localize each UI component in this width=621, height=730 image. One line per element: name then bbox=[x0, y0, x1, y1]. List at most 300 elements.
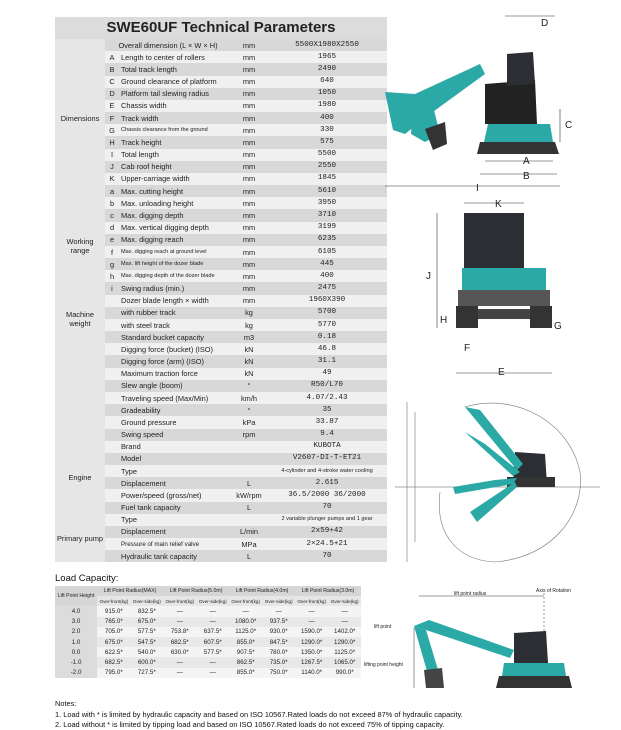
working-range-diagram bbox=[395, 392, 605, 567]
load-value: 1267.5* bbox=[300, 658, 323, 666]
load-height: -2.0 bbox=[55, 668, 97, 678]
load-row bbox=[55, 606, 361, 616]
spec-row bbox=[55, 526, 387, 538]
spec-value: 5500 bbox=[267, 149, 387, 161]
spec-row bbox=[55, 307, 387, 319]
spec-value: 2 variable plunger pumps and 1 gear bbox=[267, 514, 387, 526]
load-value: — bbox=[308, 607, 315, 615]
spec-group bbox=[55, 404, 105, 416]
spec-param: Chassis clearance from the ground bbox=[119, 124, 231, 136]
page-title: SWE60UF Technical Parameters bbox=[55, 17, 387, 39]
spec-param: Maximum traction force bbox=[119, 368, 231, 380]
side-excavator-illustration bbox=[385, 52, 559, 154]
load-value: 1065.0* bbox=[334, 658, 356, 666]
spec-value: 575 bbox=[267, 136, 387, 148]
spec-code bbox=[105, 404, 119, 416]
sub-header: Over-front(kg) bbox=[163, 596, 196, 606]
spec-code bbox=[105, 380, 119, 392]
load-value: 1290.0* bbox=[300, 638, 323, 646]
spec-row bbox=[55, 282, 387, 294]
spec-value: 0.18 bbox=[267, 331, 387, 343]
spec-value: KUBOTA bbox=[267, 441, 387, 453]
spec-value: 1050 bbox=[267, 88, 387, 100]
sub-header: Over-side(kg) bbox=[262, 596, 295, 606]
spec-code: J bbox=[105, 161, 119, 173]
spec-group bbox=[55, 416, 105, 428]
spec-param: Digging force (arm) (ISO) bbox=[119, 355, 231, 367]
spec-group bbox=[55, 392, 105, 404]
spec-row bbox=[55, 149, 387, 161]
spec-unit: mm bbox=[231, 39, 267, 51]
load-value: 622.5* bbox=[104, 648, 123, 656]
spec-group: Machine weight bbox=[55, 307, 105, 331]
spec-group bbox=[55, 368, 105, 380]
spec-unit: mm bbox=[231, 234, 267, 246]
spec-row bbox=[55, 51, 387, 63]
load-value: 727.5* bbox=[137, 669, 156, 677]
spec-value: 4.07/2.43 bbox=[267, 392, 387, 404]
load-value: — bbox=[209, 607, 216, 615]
load-value: 907.5* bbox=[236, 648, 255, 656]
spec-unit: L bbox=[231, 550, 267, 562]
spec-unit: L bbox=[231, 502, 267, 514]
load-value: 682.5* bbox=[104, 658, 123, 666]
load-height: 4.0 bbox=[55, 606, 97, 616]
load-value: 630.0* bbox=[170, 648, 189, 656]
load-row bbox=[55, 647, 361, 657]
spec-unit: kW/rpm bbox=[231, 489, 267, 501]
spec-unit: mm bbox=[231, 161, 267, 173]
spec-value: 2.615 bbox=[267, 477, 387, 489]
spec-row bbox=[55, 39, 387, 51]
spec-value: 9.4 bbox=[267, 429, 387, 441]
label-axis-rotation: Axis of Rotation bbox=[536, 588, 572, 594]
load-row bbox=[55, 657, 361, 667]
spec-value: 2490 bbox=[267, 63, 387, 75]
spec-code: a bbox=[105, 185, 119, 197]
spec-row bbox=[55, 258, 387, 270]
spec-param: Max. cutting height bbox=[119, 185, 231, 197]
load-value: 990.0* bbox=[335, 669, 354, 677]
spec-value: 1965 bbox=[267, 51, 387, 63]
load-height: 0.0 bbox=[55, 647, 97, 657]
spec-param: Slew angle (boom) bbox=[119, 380, 231, 392]
spec-code: g bbox=[105, 258, 119, 270]
load-value: 1290.0* bbox=[334, 638, 356, 646]
spec-row bbox=[55, 550, 387, 562]
spec-value: 2475 bbox=[267, 282, 387, 294]
spec-unit: mm bbox=[231, 185, 267, 197]
load-value: 862.5* bbox=[236, 658, 255, 666]
load-value: 1590.0* bbox=[300, 628, 323, 636]
spec-param: Standard bucket capacity bbox=[119, 331, 231, 343]
spec-unit: mm bbox=[231, 149, 267, 161]
spec-group bbox=[55, 331, 105, 343]
spec-unit bbox=[231, 441, 267, 453]
sub-header: Over-side(kg) bbox=[131, 596, 164, 606]
load-value: 795.0* bbox=[104, 669, 123, 677]
load-row bbox=[55, 627, 361, 637]
load-value: — bbox=[242, 607, 249, 615]
spec-param: Brand bbox=[119, 441, 231, 453]
spec-unit bbox=[231, 514, 267, 526]
spec-unit: kPa bbox=[231, 416, 267, 428]
load-value: 832.5* bbox=[137, 607, 156, 615]
spec-value: 5700 bbox=[267, 307, 387, 319]
spec-code: h bbox=[105, 270, 119, 282]
spec-param: Max. vertical digging depth bbox=[119, 222, 231, 234]
lift-excavator-illustration bbox=[414, 620, 572, 688]
spec-group bbox=[55, 429, 105, 441]
load-height: 3.0 bbox=[55, 617, 97, 627]
load-value: 750.0* bbox=[269, 669, 288, 677]
spec-unit: mm bbox=[231, 100, 267, 112]
load-value: 607.5* bbox=[203, 638, 222, 646]
spec-value: 5500X1980X2550 bbox=[267, 39, 387, 51]
spec-unit: mm bbox=[231, 136, 267, 148]
spec-unit: mm bbox=[231, 112, 267, 124]
spec-group: Working range bbox=[55, 185, 105, 307]
load-row bbox=[55, 668, 361, 678]
spec-row bbox=[55, 76, 387, 88]
spec-code bbox=[105, 453, 119, 465]
spec-group bbox=[55, 355, 105, 367]
spec-unit: mm bbox=[231, 246, 267, 258]
label-f: F bbox=[464, 343, 471, 354]
spec-unit: mm bbox=[231, 124, 267, 136]
spec-value: 46.8 bbox=[267, 343, 387, 355]
spec-value: 5610 bbox=[267, 185, 387, 197]
load-value: 1125.0* bbox=[235, 628, 257, 636]
spec-value: 2×24.5+21 bbox=[267, 538, 387, 550]
spec-value: 6235 bbox=[267, 234, 387, 246]
load-value: — bbox=[176, 607, 183, 615]
radius-header: Lift Point Radius(5.0m) bbox=[163, 586, 229, 596]
spec-row bbox=[55, 161, 387, 173]
spec-code bbox=[105, 441, 119, 453]
spec-code: I bbox=[105, 149, 119, 161]
spec-value: R50/L70 bbox=[267, 380, 387, 392]
load-value: 540.0* bbox=[137, 648, 156, 656]
load-height: 1.0 bbox=[55, 637, 97, 647]
spec-row bbox=[55, 429, 387, 441]
spec-row bbox=[55, 538, 387, 550]
label-lift-point: lift point bbox=[374, 624, 392, 630]
note-item: 2. Load without * is limited by tipping load and based on ISO 10567.Rated loads do not exceed 75% of tipping capacity. bbox=[55, 720, 445, 729]
spec-group: Engine bbox=[55, 441, 105, 514]
spec-code: D bbox=[105, 88, 119, 100]
spec-param: with steel track bbox=[119, 319, 231, 331]
spec-row bbox=[55, 63, 387, 75]
spec-param: Pressure of main relief valve bbox=[119, 538, 231, 550]
spec-value: 70 bbox=[267, 550, 387, 562]
label-b: B bbox=[523, 171, 530, 182]
spec-row bbox=[55, 88, 387, 100]
spec-param: Displacement bbox=[119, 526, 231, 538]
spec-code bbox=[105, 295, 119, 307]
spec-row bbox=[55, 404, 387, 416]
spec-param: Swing speed bbox=[119, 429, 231, 441]
spec-row bbox=[55, 124, 387, 136]
spec-group bbox=[55, 343, 105, 355]
spec-row bbox=[55, 368, 387, 380]
spec-value: 3710 bbox=[267, 209, 387, 221]
spec-value: 400 bbox=[267, 270, 387, 282]
spec-code bbox=[105, 429, 119, 441]
spec-unit: m3 bbox=[231, 331, 267, 343]
spec-code bbox=[105, 489, 119, 501]
spec-group bbox=[55, 39, 105, 51]
load-row bbox=[55, 637, 361, 647]
spec-row bbox=[55, 197, 387, 209]
label-c: C bbox=[565, 120, 573, 131]
load-value: 1080.0* bbox=[235, 618, 257, 626]
spec-value: 400 bbox=[267, 112, 387, 124]
spec-param: Cab roof height bbox=[119, 161, 231, 173]
spec-param: Max. unloading height bbox=[119, 197, 231, 209]
spec-code bbox=[105, 368, 119, 380]
spec-unit: mm bbox=[231, 209, 267, 221]
spec-code bbox=[105, 416, 119, 428]
spec-unit bbox=[231, 465, 267, 477]
spec-param: Platform tail slewing radius bbox=[119, 88, 231, 100]
spec-row bbox=[55, 477, 387, 489]
spec-code: G bbox=[105, 124, 119, 136]
lift-diagram bbox=[364, 588, 614, 696]
front-excavator-illustration bbox=[456, 213, 552, 328]
spec-row bbox=[55, 502, 387, 514]
spec-row bbox=[55, 222, 387, 234]
spec-unit: mm bbox=[231, 295, 267, 307]
spec-param: Max. digging reach bbox=[119, 234, 231, 246]
spec-value: 445 bbox=[267, 258, 387, 270]
spec-unit: mm bbox=[231, 51, 267, 63]
radius-header: Lift Point Radius(4.0m) bbox=[229, 586, 295, 596]
load-value: — bbox=[209, 618, 216, 626]
sub-header: Over-side(kg) bbox=[328, 596, 361, 606]
spec-code bbox=[105, 392, 119, 404]
spec-value: 33.87 bbox=[267, 416, 387, 428]
spec-code: b bbox=[105, 197, 119, 209]
spec-value: 3950 bbox=[267, 197, 387, 209]
label-g: G bbox=[554, 321, 562, 332]
load-value: 682.5* bbox=[170, 638, 189, 646]
load-value: 547.5* bbox=[137, 638, 156, 646]
spec-value: 330 bbox=[267, 124, 387, 136]
spec-param: Max. digging depth of the dozer blade bbox=[119, 270, 231, 282]
spec-row bbox=[55, 343, 387, 355]
load-value: 1125.0* bbox=[334, 648, 356, 656]
label-k: K bbox=[495, 199, 502, 210]
spec-value: 5770 bbox=[267, 319, 387, 331]
spec-unit: kN bbox=[231, 343, 267, 355]
spec-code bbox=[105, 550, 119, 562]
spec-row bbox=[55, 209, 387, 221]
label-e: E bbox=[498, 367, 505, 378]
load-value: 937.5* bbox=[269, 618, 288, 626]
spec-param: Type bbox=[119, 465, 231, 477]
spec-param: Max. digging reach at ground level bbox=[119, 246, 231, 258]
label-lift-height: lifting point height bbox=[364, 662, 403, 668]
spec-code: c bbox=[105, 209, 119, 221]
spec-code bbox=[105, 502, 119, 514]
load-value: 753.8* bbox=[170, 628, 189, 636]
label-j: J bbox=[426, 271, 431, 282]
spec-unit: mm bbox=[231, 270, 267, 282]
spec-value: 35 bbox=[267, 404, 387, 416]
spec-row bbox=[55, 355, 387, 367]
spec-code bbox=[105, 343, 119, 355]
spec-param: Total length bbox=[119, 149, 231, 161]
sub-header: Over-side(kg) bbox=[196, 596, 229, 606]
spec-value: 2x59+42 bbox=[267, 526, 387, 538]
height-header: Lift Point Height bbox=[55, 586, 97, 606]
spec-row bbox=[55, 136, 387, 148]
load-value: 1402.0* bbox=[334, 628, 356, 636]
spec-unit: mm bbox=[231, 282, 267, 294]
notes bbox=[55, 699, 463, 730]
spec-code bbox=[105, 514, 119, 526]
spec-value: 4-cylinder and 4-stroke water cooling bbox=[267, 465, 387, 477]
load-value: 847.5* bbox=[269, 638, 288, 646]
load-value: 855.0* bbox=[236, 638, 255, 646]
load-capacity-title: Load Capacity: bbox=[55, 573, 119, 584]
spec-code: f bbox=[105, 246, 119, 258]
spec-unit: kg bbox=[231, 319, 267, 331]
spec-code: K bbox=[105, 173, 119, 185]
spec-param: Gradeability bbox=[119, 404, 231, 416]
load-value: — bbox=[308, 618, 315, 626]
spec-code: E bbox=[105, 100, 119, 112]
load-value: — bbox=[176, 669, 183, 677]
spec-code: e bbox=[105, 234, 119, 246]
spec-row bbox=[55, 380, 387, 392]
spec-unit bbox=[231, 453, 267, 465]
spec-param: Power/speed (gross/net) bbox=[119, 489, 231, 501]
radius-header: Lift Point Radius(3.0m) bbox=[295, 586, 361, 596]
load-value: 1140.0* bbox=[301, 669, 323, 677]
load-value: — bbox=[275, 607, 282, 615]
spec-row bbox=[55, 319, 387, 331]
spec-value: 49 bbox=[267, 368, 387, 380]
spec-row bbox=[55, 295, 387, 307]
spec-param: Track height bbox=[119, 136, 231, 148]
load-value: — bbox=[341, 618, 348, 626]
spec-param: Hydraulic tank capacity bbox=[119, 550, 231, 562]
spec-group bbox=[55, 380, 105, 392]
spec-param: Swing radius (min.) bbox=[119, 282, 231, 294]
spec-param: Max. lift height of the dozer blade bbox=[119, 258, 231, 270]
spec-value: 31.1 bbox=[267, 355, 387, 367]
spec-param: Ground clearance of platform bbox=[119, 76, 231, 88]
load-value: — bbox=[176, 618, 183, 626]
spec-value: V2607-DI-T-ET21 bbox=[267, 453, 387, 465]
spec-row bbox=[55, 246, 387, 258]
spec-unit: mm bbox=[231, 76, 267, 88]
spec-param: Ground pressure bbox=[119, 416, 231, 428]
spec-code bbox=[105, 465, 119, 477]
spec-unit: L/min bbox=[231, 526, 267, 538]
spec-group: Dimensions bbox=[55, 51, 105, 185]
spec-value: 1980 bbox=[267, 100, 387, 112]
spec-unit: MPa bbox=[231, 538, 267, 550]
spec-value: 70 bbox=[267, 502, 387, 514]
spec-row bbox=[55, 100, 387, 112]
spec-param: Type bbox=[119, 514, 231, 526]
spec-value: 2550 bbox=[267, 161, 387, 173]
spec-unit: km/h bbox=[231, 392, 267, 404]
spec-code bbox=[105, 331, 119, 343]
spec-code: d bbox=[105, 222, 119, 234]
load-value: 675.0* bbox=[104, 638, 123, 646]
spec-code: A bbox=[105, 51, 119, 63]
spec-code bbox=[105, 355, 119, 367]
spec-group: Primary pump bbox=[55, 514, 105, 563]
label-i: I bbox=[476, 183, 479, 192]
spec-code bbox=[105, 526, 119, 538]
spec-code bbox=[105, 538, 119, 550]
sub-header: Over-front(kg) bbox=[97, 596, 130, 606]
spec-table bbox=[55, 39, 387, 562]
load-capacity-table bbox=[55, 586, 361, 678]
spec-code bbox=[105, 319, 119, 331]
spec-code: F bbox=[105, 112, 119, 124]
spec-value: 3199 bbox=[267, 222, 387, 234]
spec-param: Traveling speed (Max/Min) bbox=[119, 392, 231, 404]
spec-unit: kN bbox=[231, 355, 267, 367]
load-value: 1350.0* bbox=[300, 648, 323, 656]
load-height: -1.0 bbox=[55, 657, 97, 667]
load-value: — bbox=[176, 658, 183, 666]
load-value: 577.5* bbox=[137, 628, 156, 636]
spec-code: B bbox=[105, 63, 119, 75]
spec-param: with rubber track bbox=[119, 307, 231, 319]
spec-row bbox=[55, 489, 387, 501]
spec-unit: ° bbox=[231, 404, 267, 416]
spec-unit: mm bbox=[231, 222, 267, 234]
spec-param: Displacement bbox=[119, 477, 231, 489]
spec-param: Model bbox=[119, 453, 231, 465]
spec-value: 6105 bbox=[267, 246, 387, 258]
spec-unit: kN bbox=[231, 368, 267, 380]
load-value: 637.5* bbox=[203, 628, 222, 636]
spec-code: H bbox=[105, 136, 119, 148]
load-value: 765.0* bbox=[104, 618, 123, 626]
label-h: H bbox=[440, 315, 448, 326]
spec-row bbox=[55, 465, 387, 477]
load-value: 855.0* bbox=[236, 669, 255, 677]
load-value: — bbox=[341, 607, 348, 615]
spec-unit: rpm bbox=[231, 429, 267, 441]
notes-heading: Notes: bbox=[55, 699, 77, 708]
spec-unit: mm bbox=[231, 63, 267, 75]
note-item: 1. Load with * is limited by hydraulic capacity and based on ISO 10567.Rated loads do not exceed 87% of hydraulic capacity. bbox=[55, 709, 463, 719]
spec-row bbox=[55, 416, 387, 428]
spec-row bbox=[55, 453, 387, 465]
load-value: 735.0* bbox=[269, 658, 288, 666]
working-range-illustration bbox=[453, 407, 555, 522]
spec-param: Fuel tank capacity bbox=[119, 502, 231, 514]
spec-param: Total track length bbox=[119, 63, 231, 75]
spec-param: Track width bbox=[119, 112, 231, 124]
spec-value: 1845 bbox=[267, 173, 387, 185]
load-value: 600.0* bbox=[137, 658, 156, 666]
spec-param: Upper-carriage width bbox=[119, 173, 231, 185]
load-height: 2.0 bbox=[55, 627, 97, 637]
load-value: 780.0* bbox=[269, 648, 288, 656]
load-value: — bbox=[209, 669, 216, 677]
spec-code: C bbox=[105, 76, 119, 88]
